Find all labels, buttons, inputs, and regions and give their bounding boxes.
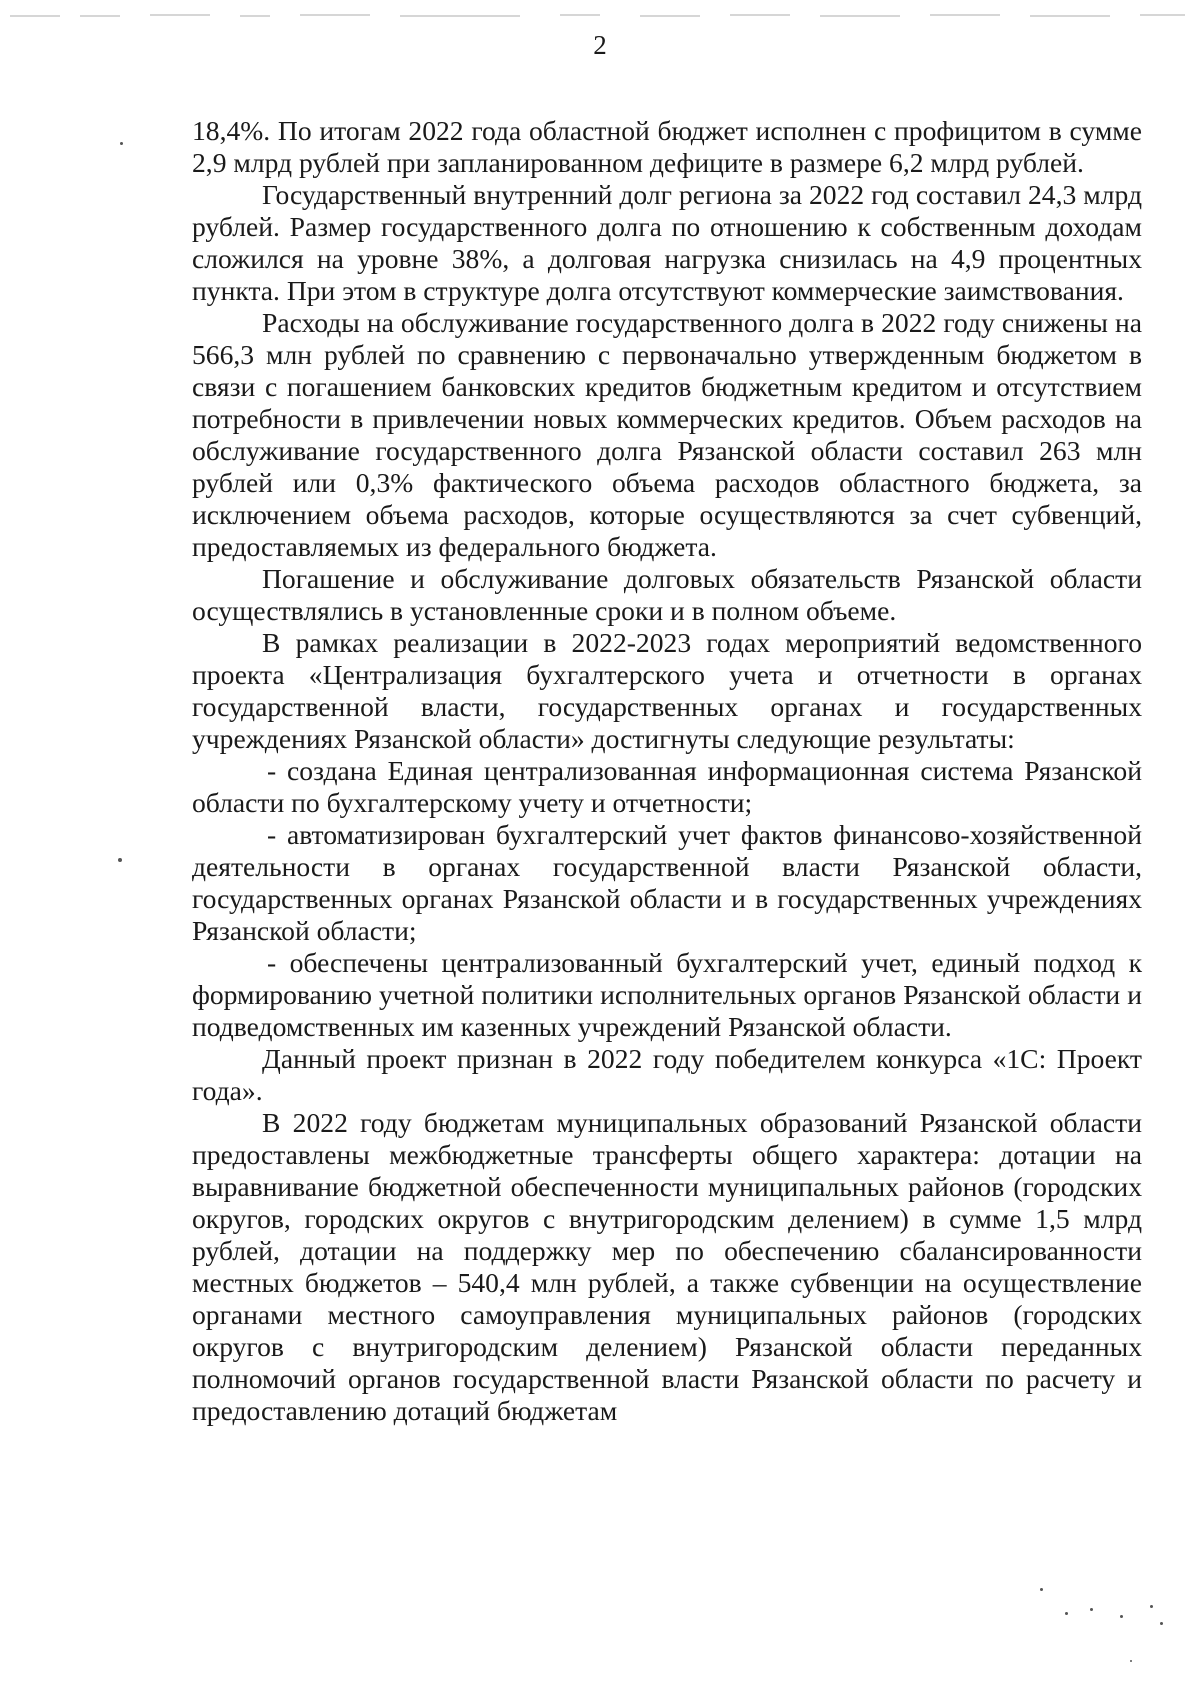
paragraph-interbudget-transfers: В 2022 году бюджетам муниципальных образований Рязанской области предоставлены межбюджетные трансферты общего характера: дотации на выравнивание бюджетной обеспеченности муниципальных районов (городских округов, городских округов с внутригородским делением) в сумме 1,5 млрд рублей, дотации на поддержку мер по обеспечению сбалансированности местных бюджетов – 540,4 млн рублей, а также субвенции на осуществление органами местного самоуправления муниципальных районов (городских округов с внутригородским делением) Рязанской области переданных полномочий органов государственной власти Рязанской области по расчету и предоставлению дотаций бюджетам	[192, 1107, 1142, 1426]
list-item-automated-accounting: - автоматизирован бухгалтерский учет фактов финансово-хозяйственной деятельности в органах государственной власти Рязанской области, государственных органах Рязанской области и в государственных учреждениях Рязанской области;	[192, 819, 1142, 946]
page-number: 2	[593, 30, 607, 60]
paragraph-debt-repayment: Погашение и обслуживание долговых обязательств Рязанской области осуществлялись в установленные сроки и в полном объеме.	[192, 563, 1142, 626]
scan-speck	[1130, 1660, 1132, 1662]
list-item-centralized-accounting: - обеспечены централизованный бухгалтерский учет, единый подход к формированию учетной политики исполнительных органов Рязанской области и подведомственных им казенных учреждений Рязанской области.	[192, 947, 1142, 1042]
scan-speck	[1040, 1588, 1043, 1591]
scan-speck	[120, 142, 123, 145]
document-body	[192, 115, 1142, 1427]
list-item-information-system: - создана Единая централизованная информационная система Рязанской области по бухгалтерскому учету и отчетности;	[192, 755, 1142, 818]
scan-artifact-top	[0, 10, 1200, 20]
paragraph-state-debt: Государственный внутренний долг региона за 2022 год составил 24,3 млрд рублей. Размер государственного долга по отношению к собственным доходам сложился на уровне 38%, а долговая нагрузка снизилась на 4,9 процентных пункта. При этом в структуре долга отсутствуют коммерческие заимствования.	[192, 179, 1142, 306]
paragraph-project-award: Данный проект признан в 2022 году победителем конкурса «1С: Проект года».	[192, 1043, 1142, 1106]
scan-speck	[118, 858, 122, 862]
scan-speck	[1120, 1615, 1123, 1618]
paragraph-centralization-project: В рамках реализации в 2022-2023 годах мероприятий ведомственного проекта «Централизация бухгалтерского учета и отчетности в органах государственной власти, государственных органах и государственных учреждениях Рязанской области» достигнуты следующие результаты:	[192, 627, 1142, 754]
scan-speck	[1065, 1612, 1068, 1615]
scan-speck	[1090, 1608, 1093, 1611]
paragraph-debt-service-costs: Расходы на обслуживание государственного долга в 2022 году снижены на 566,3 млн рублей по сравнению с первоначально утвержденным бюджетом в связи с погашением банковских кредитов бюджетным кредитом и отсутствием потребности в привлечении новых коммерческих кредитов. Объем расходов на обслуживание государственного долга Рязанской области составил 263 млн рублей или 0,3% фактического объема расходов областного бюджета, за исключением объема расходов, которые осуществляются за счет субвенций, предоставляемых из федерального бюджета.	[192, 307, 1142, 562]
scan-speck	[1150, 1605, 1153, 1608]
scan-speck	[1160, 1622, 1163, 1625]
paragraph-continuation: 18,4%. По итогам 2022 года областной бюджет исполнен с профицитом в сумме 2,9 млрд рублей при запланированном дефиците в размере 6,2 млрд рублей.	[192, 115, 1142, 178]
